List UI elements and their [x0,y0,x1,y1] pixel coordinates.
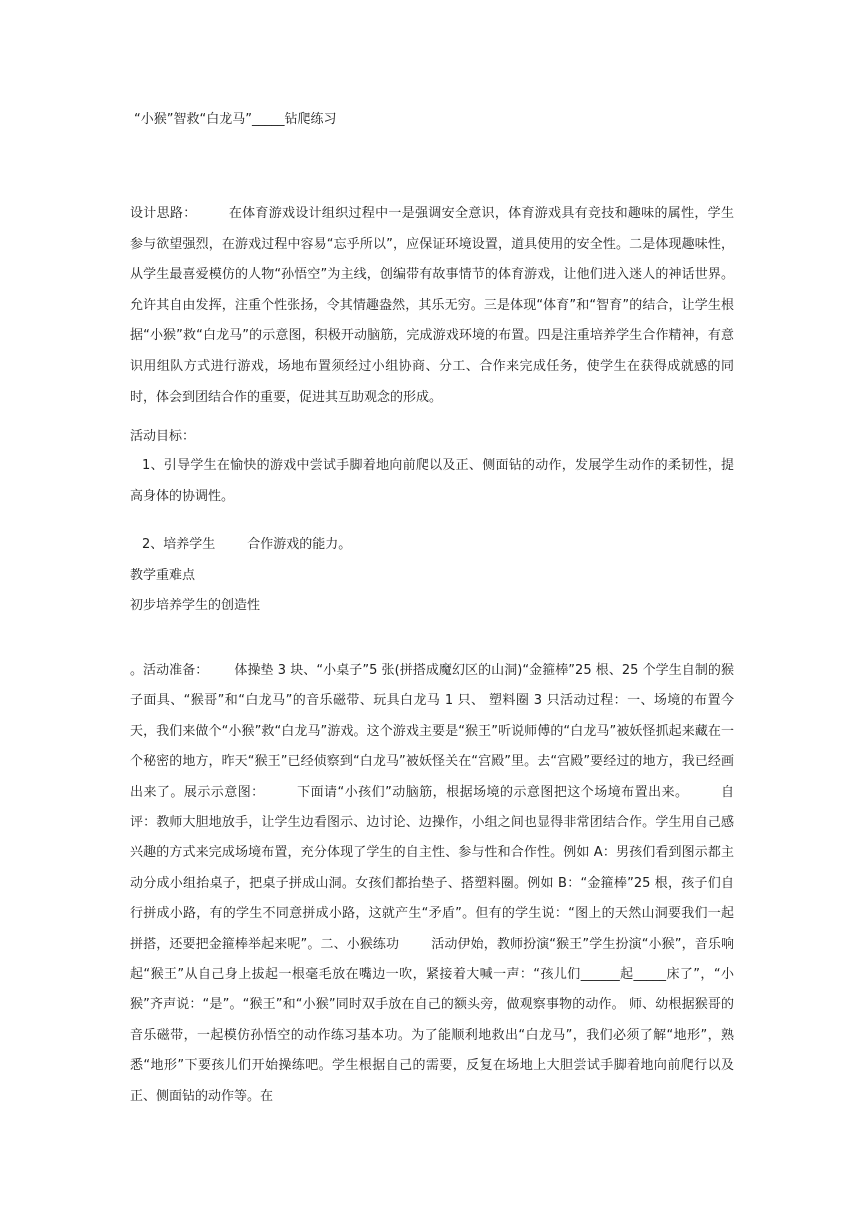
goals-heading: 活动目标： [130,429,196,444]
design-paragraph [130,199,734,413]
prep-part2: 体操垫 3 块、“小桌子”5 张(拼搭成魔幻区的山洞)“金箍棒”25 根、25 个学生自制的猴子面具、“猴哥”和“白龙马”的音乐磁带、玩具白龙马 1 只、 塑料圈 3 只活动过程：一、场境的布置今天，我们来做个“小猴”救“白龙马”游戏。这个游戏主要是“猴王”听说师傅的“白龙马”被妖怪抓起来藏在一个秘密的地方，昨天“猴王”已经侦察到“白龙马”被妖怪关在“宫殿”里。去“宫殿”要经过的地方，我已经画出来了。展示示意图： [130,663,734,800]
prep-part1: 。活动准备： [130,663,209,678]
preparation-paragraph [130,656,734,1112]
key-text: 初步培养学生的创造性 [130,598,261,613]
key-heading: 教学重难点 [130,568,196,583]
goal-item-1: 1、引导学生在愉快的游戏中尝试手脚着地向前爬以及正、侧面钻的动作，发展学生动作的柔韧性，提高身体的协调性。 [130,458,734,504]
prep-part3: 下面请“小孩们”动脑筋，根据场境的示意图把这个场境布置出来。 [296,784,689,800]
design-text: 在体育游戏设计组织过程中一是强调安全意识，体育游戏具有竞技和趣味的属性，学生参与欲望强烈，在游戏过程中容易“忘乎所以”，应保证环境设置，道具使用的安全性。二是体现趣味性，从学生最喜爱模仿的人物“孙悟空”为主线，创编带有故事情节的体育游戏，让他们进入迷人的神话世界。允许其自由发挥，注重个性张扬，令其情趣盎然，其乐无穷。三是体现“体育”和“智育”的结合，让学生根据“小猴”救“白龙马”的示意图，积极开动脑筋，完成游戏环境的布置。四是注重培养学生合作精神，有意识用组队方式进行游戏，场地布置须经过小组协商、分工、合作来完成任务，使学生在获得成就感的同时，体会到团结合作的重要，促进其互助观念的形成。 [130,206,734,405]
design-label: 设计思路： [130,206,197,221]
goal-2-part1: 2、培养学生 [142,537,216,552]
goal-item-2 [130,530,734,561]
prep-part4: 自评：教师大胆地放手，让学生边看图示、边讨论、边操作，小组之间也显得非常团结合作。学生用自己感兴趣的方式来完成场境布置，充分体现了学生的自主性、参与性和合作性。例如 A：男孩们看到图示都主动分成小组抬桌子，把桌子拼成山洞。女孩们都抬垫子、搭塑料圈。例如 B：“金箍棒”25 根，孩子们自行拼成小路，有的学生不同意拼成小路，这就产生“矛盾”。但有的学生说：“图上的天然山洞要我们一起拼搭，还要把金箍棒举起来呢”。二、小猴练功 [130,784,734,952]
goal-2-part2: 合作游戏的能力。 [247,537,352,552]
document-title: “小猴”智救“白龙马”_____钻爬练习 [134,112,337,127]
prep-part5: 活动伊始，教师扮演“猴王”学生扮演“小猴”，音乐响起“猴王”从自己身上拔起一根毫毛放在嘴边一吹，紧接着大喊一声：“孩儿们______起_____床了”，“小猴”齐声说：“是”。“猴王”和“小猴”同时双手放在自己的额头旁，做观察事物的动作。 师、幼根据猴哥的音乐磁带，一起模仿孙悟空的动作练习基本功。为了能顺利地救出“白龙马”，我们必须了解“地形”，熟悉“地形”下要孩儿们开始操练吧。学生根据自己的需要，反复在场地上大胆尝试手脚着地向前爬行以及正、侧面钻的动作等。在 [130,936,734,1104]
